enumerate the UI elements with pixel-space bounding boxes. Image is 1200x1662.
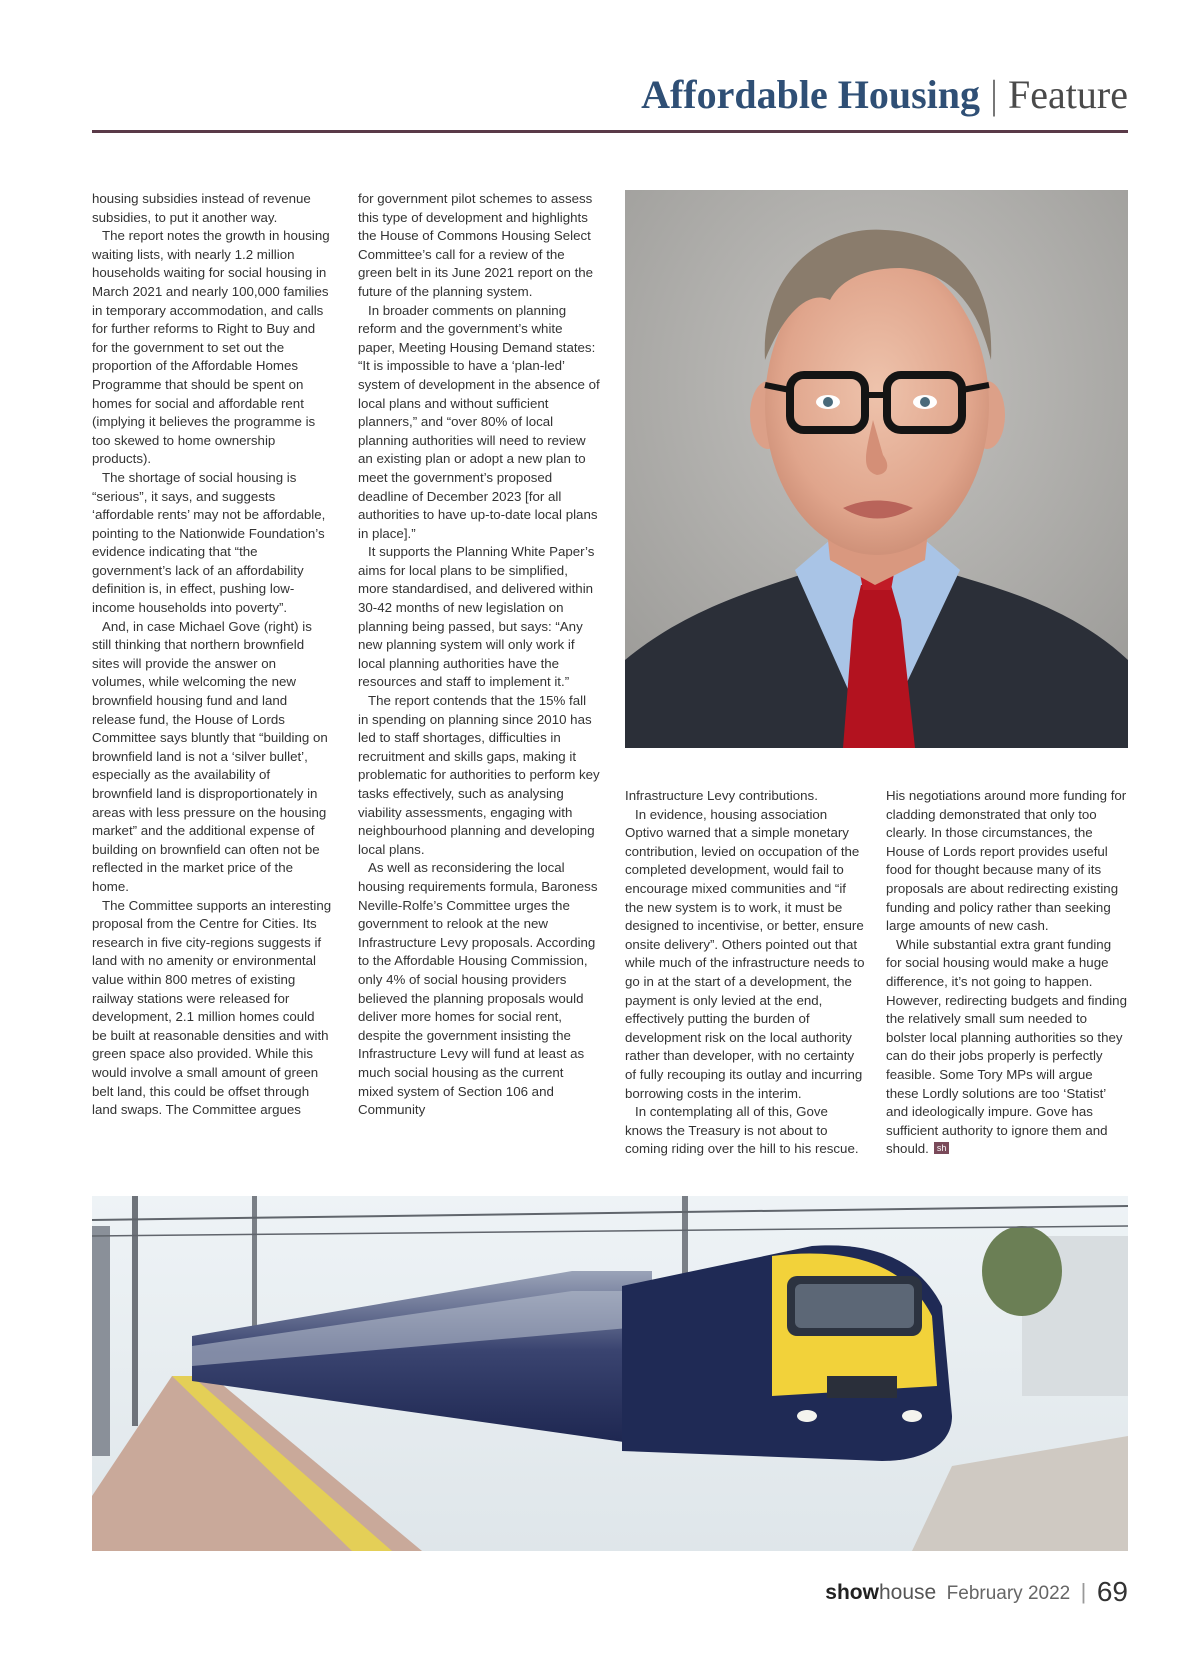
- paragraph: It supports the Planning White Paper’s aims for local plans to be simplified, more standardised, and delivered within 30-42 months of new legislation on planning being passed, but says: “Any new planning system will only work if local planning authorities have the resources and staff to implement it.”: [358, 544, 595, 690]
- paragraph: The shortage of social housing is “serious”, it says, and suggests ‘affordable rents’ may not be affordable, pointing to the Nationwide Foundation’s evidence indicating that “the government’s lack of an affordability definition is, in effect, pushing low-income households into poverty”.: [92, 469, 326, 616]
- issue-date: February 2022: [946, 1583, 1071, 1604]
- header-rule: [92, 130, 1128, 133]
- paragraph: The report contends that the 15% fall in spending on planning since 2010 has led to staff shortages, difficulties in recruitment and skills gaps, making it problematic for authorities to perform key tasks effectively, such as analysing viability assessments, engaging with neighbourhood planning and developing local plans.: [358, 693, 600, 857]
- header-separator: |: [990, 72, 999, 117]
- paragraph: Infrastructure Levy contributions.: [625, 788, 818, 803]
- paragraph: And, in case Michael Gove (right) is still thinking that northern brownfield sites will provide the answer on volumes, while welcoming the new brownfield housing fund and land release fund, the House of Lords Committee says bluntly that “building on brownfield land is not a ‘silver bullet’, especially as the availability of brownfield land is disproportionately in areas with less pressure on the housing market” and the additional expense of building on brownfield can often not be reflected in the market price of the home.: [92, 618, 328, 894]
- paragraph: The Committee supports an interesting proposal from the Centre for Cities. Its research in five city-regions suggests if land with no amenity or environmental value within 800 metres of existing railway stations were released for development, 2.1 million homes could be built at reasonable densities and with green space also provided. While this would involve a small amount of green belt land, this could be offset through land swaps. The Committee argues: [92, 897, 332, 1118]
- train-photo: [92, 1196, 1128, 1551]
- paragraph: While substantial extra grant funding for social housing would make a huge difference, it’s not going to happen. However, redirecting budgets and finding the relatively small sum needed to bolster local planning authorities so they can do their jobs properly is perfectly feasible. Some Tory MPs will argue these Lordly solutions are too ‘Statist’ and ideologically impure. Gove has sufficient authority to ignore them and should.: [886, 936, 1127, 1157]
- section-label: Feature: [1008, 72, 1128, 117]
- end-mark-badge: sh: [934, 1142, 950, 1154]
- paragraph: In evidence, housing association Optivo warned that a simple monetary contribution, levied on occupation of the completed development, would fail to encourage mixed communities and “if the new system is to work, it must be designed to incentivise, or better, ensure onsite delivery”. Others pointed out that while much of the infrastructure needs to go in at the start of a development, the payment is only levied at the end, effectively putting the burden of development risk on the local authority rather than developer, with no certainty of fully recouping its outlay and incurring borrowing costs in the interim.: [625, 806, 865, 1101]
- page-number: 69: [1096, 1576, 1128, 1607]
- train-illustration: [92, 1196, 1128, 1551]
- portrait-illustration: [625, 190, 1128, 748]
- paragraph: In broader comments on planning reform and the government’s white paper, Meeting Housing Demand states: “It is impossible to have a ‘plan-led’ system of development in the absence of local plans and without sufficient planners,” and “over 80% of local planning authorities will need to review an existing plan or adopt a new plan to meet the government’s proposed deadline of December 2023 [for all authorities to have up-to-date local plans in place].”: [358, 302, 600, 541]
- section-title: Affordable Housing: [641, 72, 981, 117]
- article-column-4: [886, 787, 1128, 1159]
- article-column-2: [358, 190, 600, 1120]
- portrait-photo: [625, 190, 1128, 748]
- paragraph: The report notes the growth in housing waiting lists, with nearly 1.2 million households waiting for social housing in March 2021 and nearly 100,000 families in temporary accommodation, and calls for further reforms to Right to Buy and for the government to set out the proportion of the Affordable Homes Programme that should be spent on homes for social and affordable rent (implying it believes the programme is too skewed to home ownership products).: [92, 228, 330, 467]
- paragraph-with-end-mark: [886, 936, 1128, 1159]
- paragraph: As well as reconsidering the local housing requirements formula, Baroness Neville-Rolfe’s Committee urges the government to relook at the new Infrastructure Levy proposals. According to the Affordable Housing Commission, only 4% of social housing providers believed the planning proposals would deliver more homes for social rent, despite the government insisting the Infrastructure Levy will fund at least as much social housing as the current mixed system of Section 106 and Community: [358, 860, 598, 1118]
- article-column-3: [625, 787, 865, 1159]
- magazine-brand-light: house: [878, 1581, 937, 1604]
- page-header: [92, 68, 1128, 122]
- paragraph: housing subsidies instead of revenue subsidies, to put it another way.: [92, 191, 311, 225]
- paragraph: for government pilot schemes to assess this type of development and highlights the House of Commons Housing Select Committee’s call for a review of the green belt in its June 2021 report on the future of the planning system.: [358, 191, 594, 299]
- footer-divider: |: [1080, 1579, 1087, 1604]
- page-footer: [700, 1576, 1128, 1608]
- paragraph: In contemplating all of this, Gove knows the Treasury is not about to coming riding over the hill to his rescue.: [625, 1104, 859, 1157]
- magazine-brand-bold: show: [825, 1581, 879, 1604]
- paragraph: His negotiations around more funding for cladding demonstrated that only too clearly. In those circumstances, the House of Lords report provides useful food for thought because many of its proposals are about redirecting existing funding and policy rather than seeking large amounts of new cash.: [886, 788, 1127, 934]
- article-column-1: [92, 190, 332, 1120]
